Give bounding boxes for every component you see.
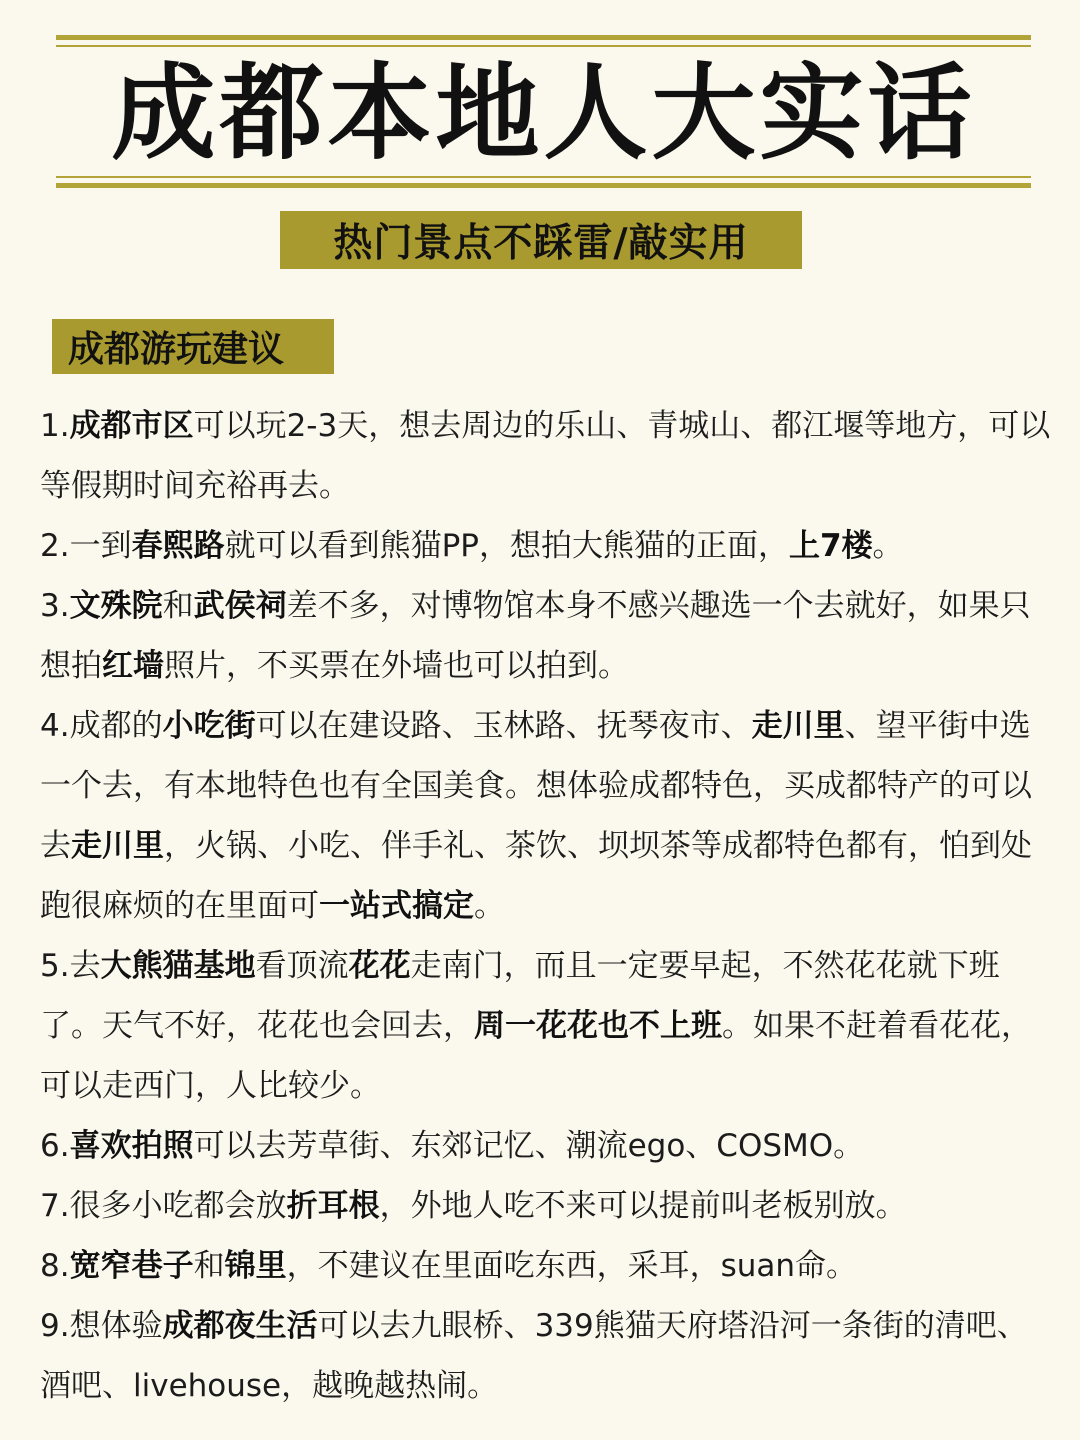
- tip-item: [40, 936, 1052, 1116]
- tip-highlight: 小吃街: [162, 708, 256, 744]
- tip-highlight: 折耳根: [286, 1188, 380, 1224]
- page-title: 成都本地人大实话: [111, 52, 976, 174]
- tip-highlight: 文殊院: [69, 588, 163, 624]
- tip-text: 和: [193, 1248, 225, 1284]
- tip-text: 6.: [40, 1128, 70, 1164]
- bottom-rule-thick: [56, 183, 1031, 188]
- tip-highlight: 上7楼: [788, 528, 873, 564]
- tip-text: 可以去芳草街、东郊记忆、潮流ego、COSMO。: [193, 1128, 865, 1164]
- tip-item: [40, 396, 1052, 516]
- tip-item: [40, 1296, 1052, 1416]
- tip-highlight: 大熊猫基地: [100, 948, 256, 984]
- tip-highlight: 红墙: [102, 648, 164, 684]
- tip-text: 8.: [40, 1248, 70, 1284]
- tip-highlight: 走川里: [71, 828, 164, 864]
- tip-text: 2.一到: [40, 528, 132, 564]
- tip-text: 可以去九眼桥、339熊猫天府塔沿河一条街的清吧、酒吧、livehouse，越晚越热闹。: [40, 1308, 1028, 1404]
- tip-text: ，火锅、小吃、伴手礼、茶饮、坝坝茶等成都特色都有，怕到处跑很麻烦的在里面可: [40, 828, 1032, 924]
- tip-item: [40, 516, 1052, 576]
- tip-item: [40, 1116, 1052, 1176]
- tip-highlight: 成都市区: [69, 408, 194, 444]
- tip-highlight: 走川里: [751, 708, 845, 744]
- tip-highlight: 武侯祠: [193, 588, 287, 624]
- bottom-rule-thin: [56, 176, 1031, 178]
- section-heading-text: 成都游玩建议: [68, 329, 285, 370]
- tip-text: 4.成都的: [40, 708, 163, 744]
- subtitle-text: 热门景点不踩雷/敲实用: [333, 221, 749, 266]
- tip-text: 。: [872, 528, 904, 564]
- top-rule-thin: [56, 45, 1031, 47]
- tip-text: 可以玩2-3天，想去周边的乐山、青城山、都江堰等地方，可以等假期时间充裕再去。: [40, 408, 1051, 504]
- tip-highlight: 宽窄巷子: [69, 1248, 194, 1284]
- top-rule-thick: [56, 35, 1031, 40]
- tip-text: 。: [474, 888, 505, 924]
- tip-text: 1.: [40, 408, 70, 444]
- tips-list: [40, 396, 1052, 1416]
- subtitle-banner: [280, 211, 802, 269]
- tip-highlight: 锦里: [224, 1248, 287, 1284]
- tip-text: 、望平街中选一个去，有本地特色也有全国美食。想体验成都特色，买成都特产的可以去: [40, 708, 1032, 864]
- tip-highlight: 花花: [348, 948, 411, 984]
- tip-text: 看顶流: [255, 948, 349, 984]
- tip-text: 照片，不买票在外墙也可以拍到。: [164, 648, 629, 684]
- tip-text: 。如果不赶着看花花，可以走西门，人比较少。: [40, 1008, 1032, 1104]
- tip-item: [40, 576, 1052, 696]
- tip-item: [40, 696, 1052, 936]
- tip-text: ，不建议在里面吃东西，采耳，suan命。: [286, 1248, 858, 1284]
- tip-highlight: 周一花花也不上班: [474, 1008, 722, 1044]
- tip-text: 走南门，而且一定要早起，不然花花就下班了。天气不好，花花也会回去，: [40, 948, 1000, 1044]
- tip-text: 可以在建设路、玉林路、抚琴夜市、: [255, 708, 752, 744]
- tip-text: 3.: [40, 588, 70, 624]
- tip-text: 和: [162, 588, 194, 624]
- tip-highlight: 一站式搞定: [319, 888, 474, 924]
- tip-highlight: 成都夜生活: [162, 1308, 318, 1344]
- tip-item: [40, 1236, 1052, 1296]
- tip-highlight: 喜欢拍照: [69, 1128, 194, 1164]
- tip-text: 5.去: [40, 948, 101, 984]
- tip-text: 9.想体验: [40, 1308, 163, 1344]
- tip-text: 7.很多小吃都会放: [40, 1188, 287, 1224]
- tip-text: 就可以看到熊猫PP，想拍大熊猫的正面，: [224, 528, 789, 564]
- section-heading: [52, 319, 334, 374]
- tip-text: ，外地人吃不来可以提前叫老板别放。: [379, 1188, 907, 1224]
- tip-highlight: 春熙路: [131, 528, 225, 564]
- tip-text: 差不多，对博物馆本身不感兴趣选一个去就好，如果只想拍: [40, 588, 1031, 684]
- tip-item: [40, 1176, 1052, 1236]
